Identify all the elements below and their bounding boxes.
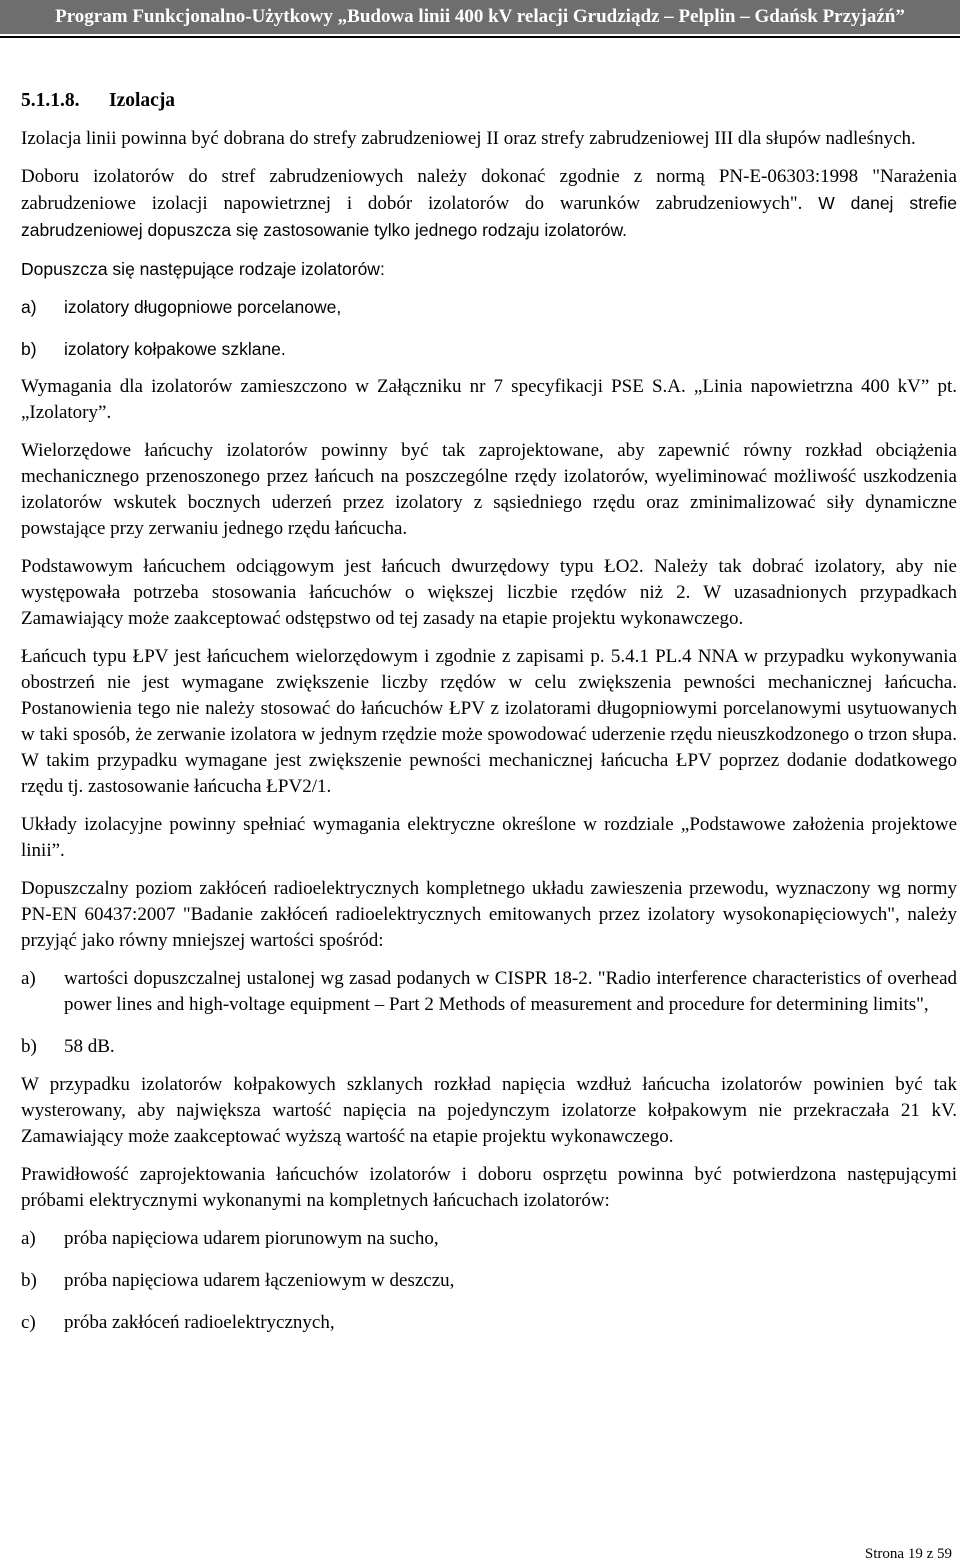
list-marker: a): [21, 968, 36, 989]
document-header: [0, 0, 960, 34]
list-marker: a): [21, 1228, 36, 1249]
paragraph-3: Dopuszcza się następujące rodzaje izolatorów:: [21, 259, 385, 279]
paragraph-7: Łańcuch typu ŁPV jest łańcuchem wielorzędowym i zgodnie z zapisami p. 5.4.1 PL.4 NNA w przypadku wykonywania obostrzeń nie jest wymagane zwiększenie liczby rzędów w celu zwiększenia pewności mechanicznej łańcucha. Postanowienia tego nie należy stosować do łańcuchów ŁPV z izolatorami długopniowymi porcelanowymi usytuowanych w taki sposób, że zerwanie izolatora w jednym rzędzie może spowodować uderzenie rzędu nieuszkodzonego o trzon słupa. W takim przypadku wymagane jest zwiększenie pewności mechanicznej łańcucha ŁPV poprzez dodanie dodatkowego rzędu tj. zastosowanie łańcucha ŁPV2/1.: [21, 646, 957, 797]
list-text: 58 dB.: [64, 1036, 115, 1057]
list-text: izolatory długopniowe porcelanowe,: [64, 297, 342, 317]
section-number: 5.1.1.8.: [21, 90, 80, 111]
list-item: [21, 1034, 957, 1060]
header-divider: [0, 36, 960, 38]
paragraph-5: Wielorzędowe łańcuchy izolatorów powinny być tak zaprojektowane, aby zapewnić równy rozkład obciążenia mechanicznego przenoszonego przez łańcuch na poszczególne rzędy izolatorów, wyeliminować możliwość uszkodzenia izolatorów wskutek bocznych uderzeń przez izolatory z sąsiedniego rzędu oraz zminimalizować siły dynamiczne powstające przy zerwaniu jednego rzędu łańcucha.: [21, 440, 957, 539]
section-title: Izolacja: [109, 90, 176, 111]
list-marker: b): [21, 339, 37, 359]
list-item: [21, 1310, 957, 1336]
paragraph-2: [21, 164, 957, 244]
paragraph-11: Prawidłowość zaprojektowania łańcuchów izolatorów i doboru osprzętu powinna być potwierdzona następującymi próbami elektrycznymi wykonanymi na kompletnych łańcuchach izolatorów:: [21, 1164, 957, 1211]
paragraph-1: Izolacja linii powinna być dobrana do strefy zabrudzeniowej II oraz strefy zabrudzeniowej III dla słupów nadleśnych.: [21, 128, 916, 149]
list-item: [21, 294, 957, 320]
list-item: [21, 1268, 957, 1294]
list-item: [21, 966, 957, 1018]
paragraph-6: Podstawowym łańcuchem odciągowym jest łańcuch dwurzędowy typu ŁO2. Należy tak dobrać izolatory, aby nie występowała potrzeba stosowania łańcuchów o większej liczbie rzędów niż 2. W uzasadnionych przypadkach Zamawiający może zaakceptować odstępstwo od tej zasady na etapie projektu wykonawczego.: [21, 556, 957, 629]
list-text: próba zakłóceń radioelektrycznych,: [64, 1312, 335, 1333]
section-heading: [21, 86, 957, 116]
paragraph-4: Wymagania dla izolatorów zamieszczono w Załączniku nr 7 specyfikacji PSE S.A. „Linia napowietrzna 400 kV” pt. „Izolatory”.: [21, 376, 957, 423]
list-marker: c): [21, 1312, 36, 1333]
list-marker: b): [21, 1036, 37, 1057]
list-item: [21, 1226, 957, 1252]
paragraph-8: Układy izolacyjne powinny spełniać wymagania elektryczne określone w rozdziale „Podstawowe założenia projektowe linii”.: [21, 814, 957, 861]
paragraph-10: W przypadku izolatorów kołpakowych szklanych rozkład napięcia wzdłuż łańcucha izolatorów powinien być tak wysterowany, aby największa wartość napięcia na pojedynczym izolatorze kołpakowym nie przekraczała 21 kV. Zamawiający może zaakceptować wyższą wartość na etapie projektu wykonawczego.: [21, 1074, 957, 1147]
paragraph-9: Dopuszczalny poziom zakłóceń radioelektrycznych kompletnego układu zawieszenia przewodu, wyznaczony wg normy PN-EN 60437:2007 "Badanie zakłóceń radioelektrycznych emitowanych przez izolatory wysokonapięciowych", należy przyjąć jako równy mniejszej wartości spośród:: [21, 878, 957, 951]
list-text: izolatory kołpakowe szklane.: [64, 339, 286, 359]
page-number: Strona 19 z 59: [864, 1546, 952, 1562]
list-text: próba napięciowa udarem piorunowym na sucho,: [64, 1228, 439, 1249]
electrical-tests-list: [21, 1226, 957, 1336]
list-marker: b): [21, 1270, 37, 1291]
list-text: wartości dopuszczalnej ustalonej wg zasad podanych w CISPR 18-2. "Radio interference characteristics of overhead power lines and high-voltage equipment – Part 2 Methods of measurement and procedure for determining limits",: [64, 968, 957, 1015]
list-item: [21, 336, 957, 362]
list-marker: a): [21, 297, 37, 317]
insulator-types-list: [21, 294, 957, 362]
header-title: Program Funkcjonalno-Użytkowy „Budowa linii 400 kV relacji Grudziądz – Pelplin – Gdańsk Przyjaźń”: [55, 6, 905, 27]
document-body: [21, 86, 957, 1352]
interference-limits-list: [21, 966, 957, 1060]
list-text: próba napięciowa udarem łączeniowym w deszczu,: [64, 1270, 455, 1291]
paragraph-2-serif: Doboru izolatorów do stref zabrudzeniowych należy dokonać zgodnie z normą PN-E-06303:1998 "Narażenia zabrudzeniowe izolacji napowietrznej i dobór izolatorów do warunków zabrudzeniowych".: [21, 166, 957, 214]
paragraph-2-sans: W danej strefie zabrudzeniowej dopuszcza się zastosowanie tylko jednego rodzaju izolatorów.: [21, 193, 957, 240]
